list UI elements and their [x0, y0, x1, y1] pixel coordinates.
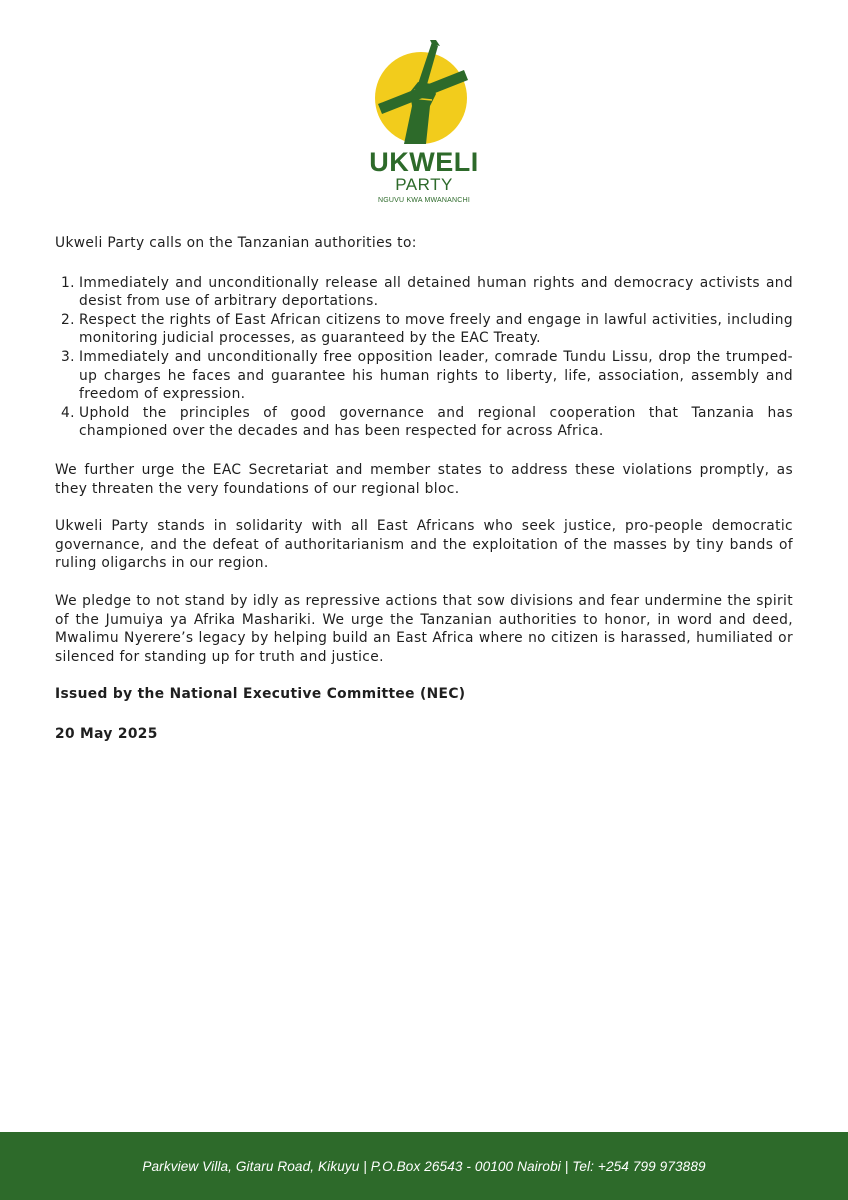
statement-body: [55, 234, 793, 743]
demand-text: Respect the rights of East African citizens to move freely and engage in lawful activities, including monitoring judicial processes, as guaranteed by the EAC Treaty.: [79, 311, 793, 347]
demand-item: [55, 348, 793, 404]
demand-text: Immediately and unconditionally free opposition leader, comrade Tundu Lissu, drop the trumped-up charges he faces and guarantee his human rights to liberty, life, association, assembly and freedom of expression.: [79, 348, 793, 403]
statement-date: 20 May 2025: [55, 725, 158, 742]
party-subtitle: PARTY: [395, 175, 453, 194]
demands-list: [55, 274, 793, 441]
demand-number: 4.: [61, 404, 75, 421]
demand-number: 2.: [61, 311, 75, 328]
statement-intro: Ukweli Party calls on the Tanzanian authorities to:: [55, 235, 417, 251]
paragraph-eac-urge: We further urge the EAC Secretariat and member states to address these violations promptly, as they threaten the very foundations of our regional bloc.: [55, 461, 793, 497]
party-name: UKWELI: [369, 147, 479, 177]
party-tagline: NGUVU KWA MWANANCHI: [378, 197, 470, 204]
paragraph-pledge: We pledge to not stand by idly as repressive actions that sow divisions and fear undermine the spirit of the Jumuiya ya Afrika Mashariki. We urge the Tanzanian authorities to honor, in word and deed, Mwalimu Nyerere’s legacy by helping build an East Africa where no citizen is harassed, humiliated or silenced for standing up for truth and justice.: [55, 592, 793, 665]
party-logo: [0, 40, 848, 208]
issued-by: Issued by the National Executive Committee (NEC): [55, 686, 466, 703]
raised-fist-torch-emblem-icon: [374, 40, 474, 148]
demand-text: Uphold the principles of good governance and regional cooperation that Tanzania has championed over the decades and has been respected for across Africa.: [79, 404, 793, 440]
demand-item: [55, 404, 793, 441]
demand-item: [55, 311, 793, 348]
demand-item: [55, 274, 793, 311]
demand-number: 3.: [61, 348, 75, 365]
demand-text: Immediately and unconditionally release all detained human rights and democracy activists and desist from use of arbitrary deportations.: [79, 274, 793, 310]
footer-address: Parkview Villa, Gitaru Road, Kikuyu | P.O.Box 26543 - 00100 Nairobi | Tel: +254 799 973889: [142, 1158, 706, 1174]
footer-bar: [0, 1132, 848, 1200]
demand-number: 1.: [61, 274, 75, 291]
paragraph-solidarity: Ukweli Party stands in solidarity with all East Africans who seek justice, pro-people democratic governance, and the defeat of authoritarianism and the exploitation of the masses by tiny bands of ruling oligarchs in our region.: [55, 518, 793, 572]
